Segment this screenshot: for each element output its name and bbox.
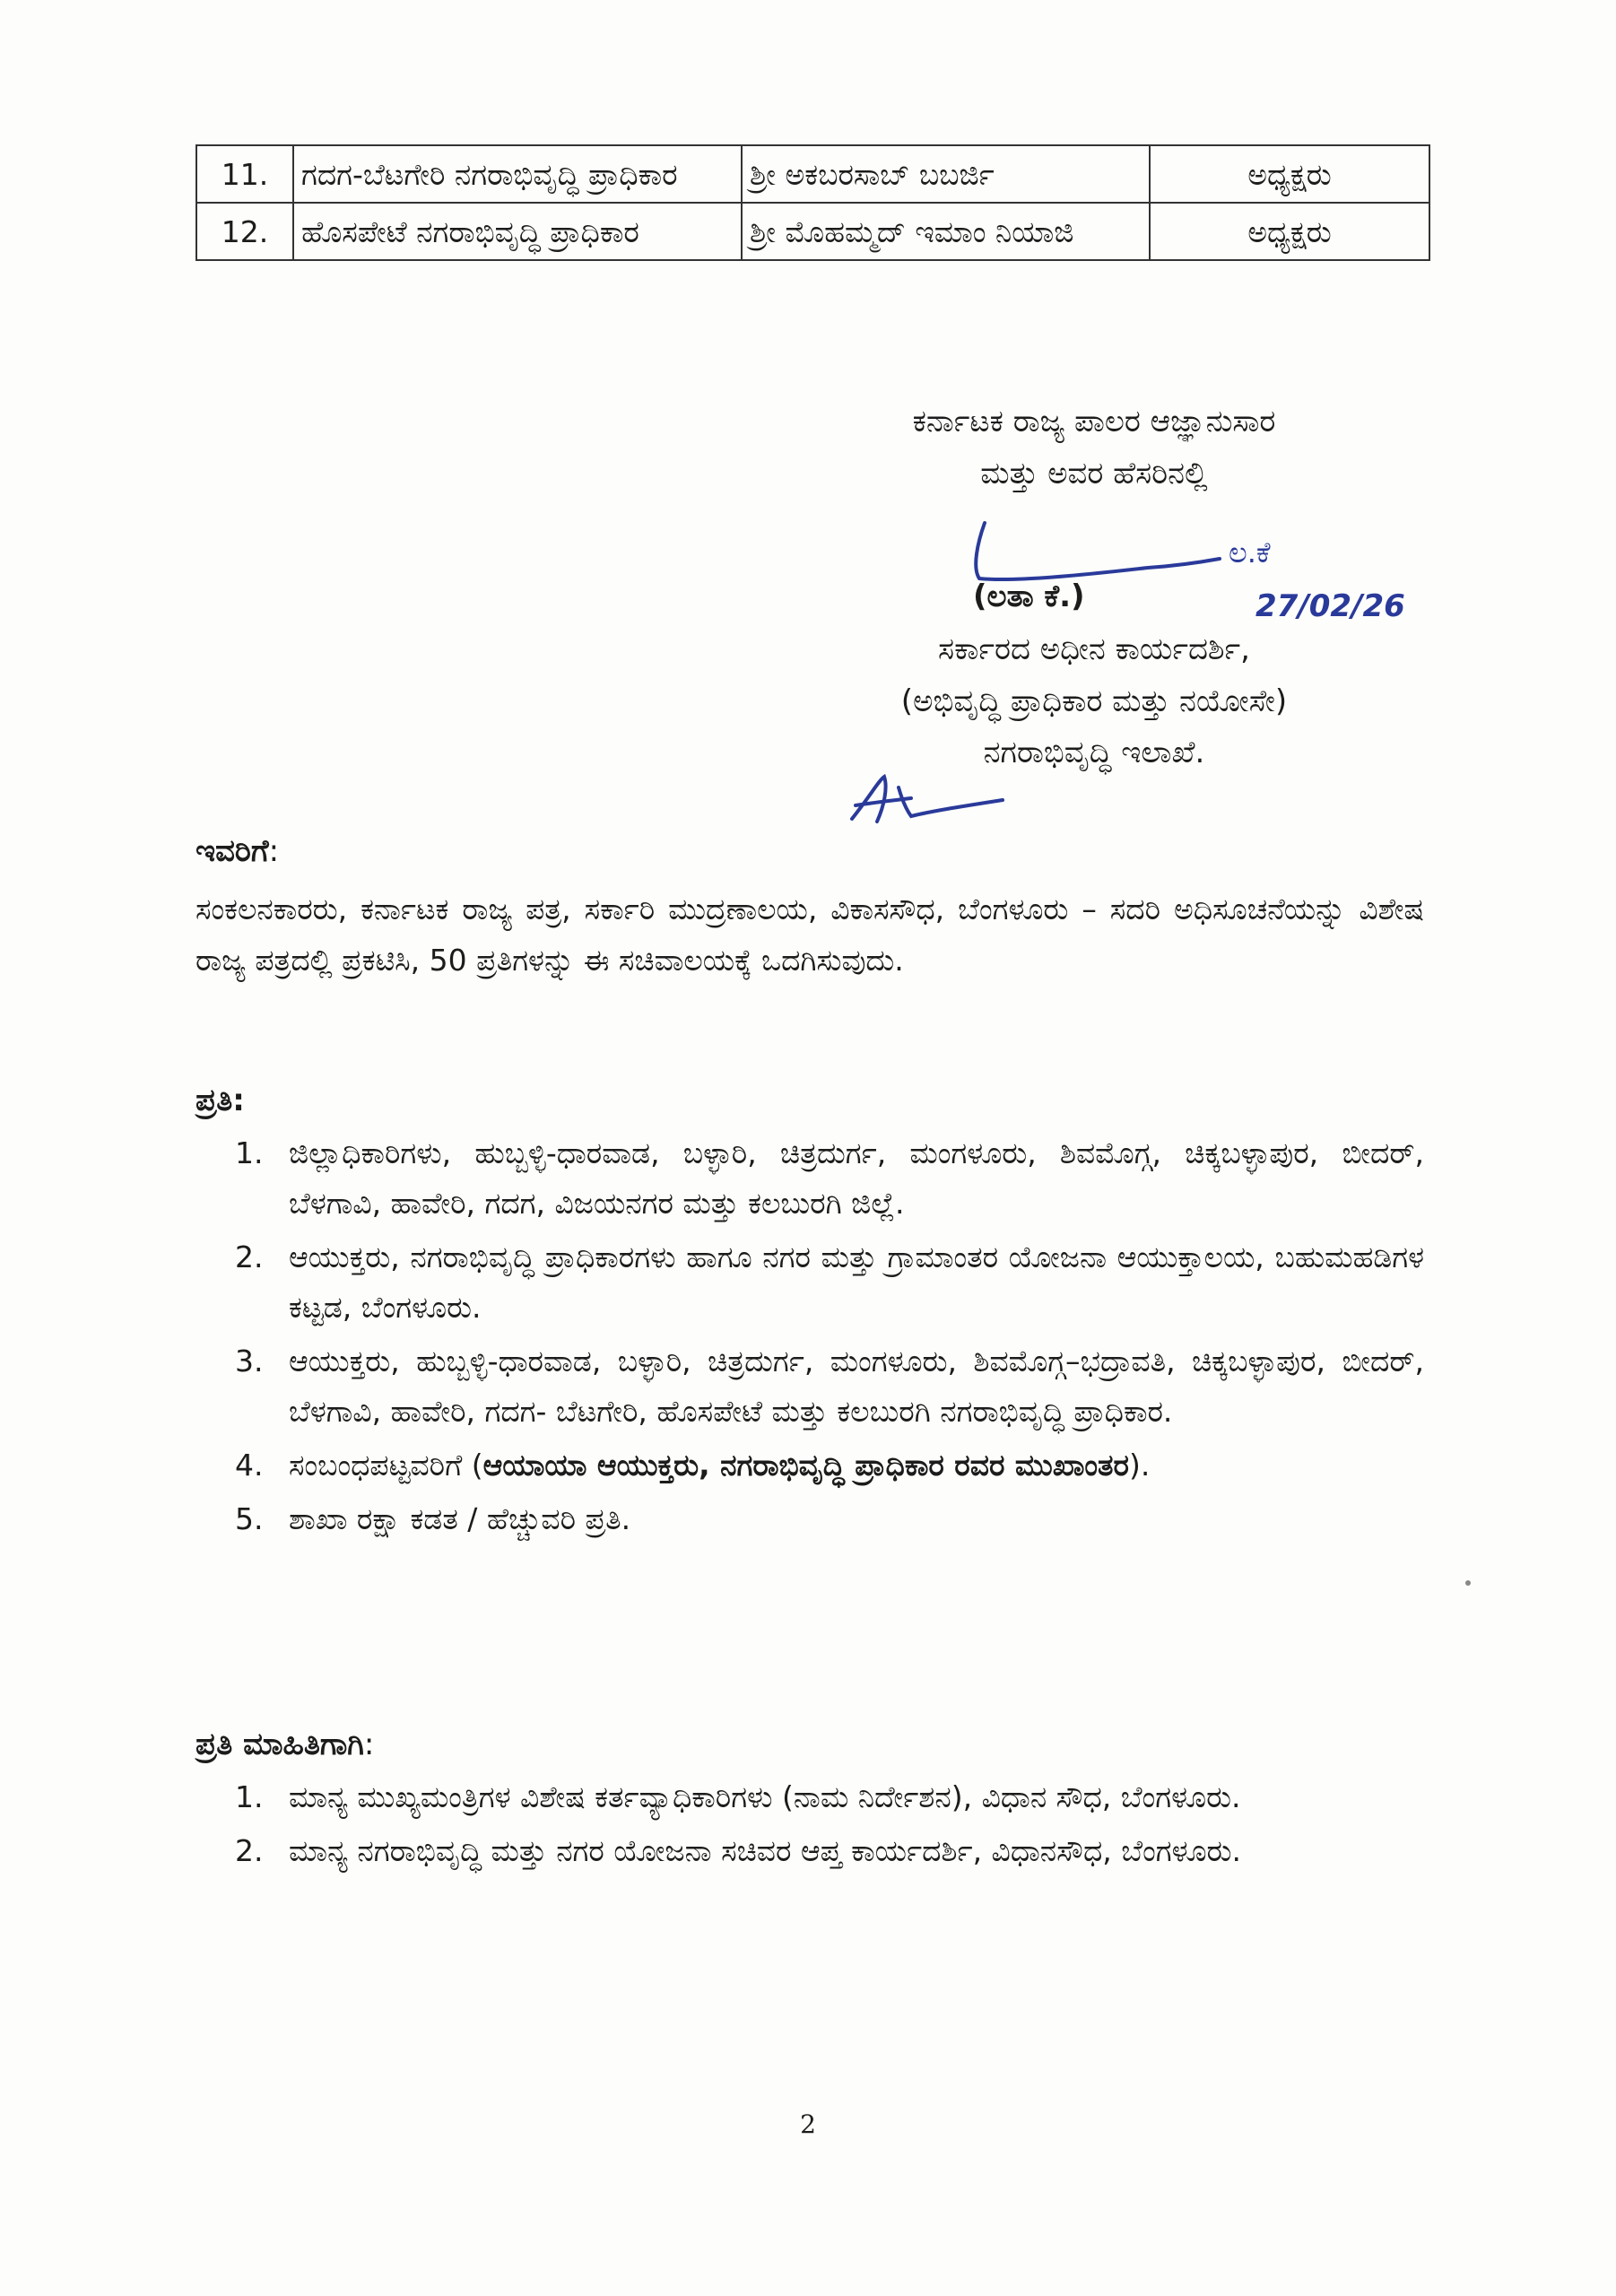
designation-line-2: (ಅಭಿವೃದ್ಧಿ ಪ್ರಾಧಿಕಾರ ಮತ್ತು ನಯೋಸೇ)	[900, 683, 1288, 719]
item-text: ಮಾನ್ಯ ನಗರಾಭಿವೃದ್ಧಿ ಮತ್ತು ನಗರ ಯೋಜನಾ ಸಚಿವರ ಆಪ್ತ ಕಾರ್ಯದರ್ಶಿ, ವಿಧಾನಸೌಧ, ಬೆಂಗಳೂರು.	[289, 1833, 1241, 1868]
item-number: 2.	[235, 1239, 264, 1274]
item-number: 2.	[235, 1833, 264, 1868]
handwritten-initial-mark	[843, 770, 1013, 832]
post-cell: ಅಧ್ಯಕ್ಷರು	[1150, 203, 1429, 260]
member-name-cell: ಶ್ರೀ ಅಕಬರಸಾಬ್ ಬಬರ್ಜಿ	[742, 145, 1150, 203]
table-row	[196, 203, 1429, 260]
info-copy-heading-colon: :	[363, 1726, 375, 1762]
copy-heading: ಪ್ರತಿ:	[195, 1083, 245, 1118]
post-cell: ಅಧ್ಯಕ್ಷರು	[1150, 145, 1429, 203]
designation-line-3: ನಗರಾಭಿವೃದ್ಧಿ ಇಲಾಖೆ.	[983, 735, 1205, 770]
item-number: 1.	[235, 1779, 264, 1814]
row-number: 12.	[196, 203, 293, 260]
signatory-name: (ಲತಾ ಕೆ.)	[973, 578, 1085, 614]
authority-cell: ಹೊಸಪೇಟೆ ನಗರಾಭಿವೃದ್ಧಿ ಪ್ರಾಧಿಕಾರ	[293, 203, 742, 260]
to-paragraph: ಸಂಕಲನಕಾರರು, ಕರ್ನಾಟಕ ರಾಜ್ಯ ಪತ್ರ, ಸರ್ಕಾರಿ ಮುದ್ರಣಾಲಯ, ವಿಕಾಸಸೌಧ, ಬೆಂಗಳೂರು – ಸದರಿ ಅಧಿಸೂಚನೆಯನ್ನು ವಿಶೇಷ ರಾಜ್ಯ ಪತ್ರದಲ್ಲಿ ಪ್ರಕಟಿಸಿ, 50 ಪ್ರತಿಗಳನ್ನು ಈ ಸಚಿವಾಲಯಕ್ಕೆ ಒದಗಿಸುವುದು.	[195, 891, 1424, 978]
item-text-bold: ಆಯಾಯಾ ಆಯುಕ್ತರು, ನಗರಾಭಿವೃದ್ಧಿ ಪ್ರಾಧಿಕಾರ ರವರ ಮುಖಾಂತರ	[482, 1448, 1130, 1483]
item-number: 5.	[235, 1501, 264, 1536]
item-number: 4.	[235, 1448, 264, 1483]
item-text-after: ).	[1129, 1448, 1151, 1483]
order-line-1: ಕರ್ನಾಟಕ ರಾಜ್ಯ ಪಾಲರ ಆಜ್ಞಾನುಸಾರ	[912, 404, 1276, 439]
list-item	[235, 1772, 1424, 1822]
row-number: 11.	[196, 145, 293, 203]
table-row	[196, 145, 1429, 203]
page-number: 2	[800, 2109, 816, 2139]
list-item	[235, 1232, 1424, 1333]
handwritten-date: 27/02/26	[1255, 588, 1405, 623]
item-number: 3.	[235, 1344, 264, 1378]
item-text: ಆಯುಕ್ತರು, ಹುಬ್ಬಳ್ಳಿ-ಧಾರವಾಡ, ಬಳ್ಳಾರಿ, ಚಿತ್ರದುರ್ಗ, ಮಂಗಳೂರು, ಶಿವಮೊಗ್ಗ–ಭದ್ರಾವತಿ, ಚಿಕ್ಕಬಳ್ಳಾಪುರ, ಬೀದರ್, ಬೆಳಗಾವಿ, ಹಾವೇರಿ, ಗದಗ- ಬೆಟಗೇರಿ, ಹೊಸಪೇಟೆ ಮತ್ತು ಕಲಬುರಗಿ ನಗರಾಭಿವೃದ್ಧಿ ಪ್ರಾಧಿಕಾರ.	[289, 1344, 1424, 1429]
item-text: ಮಾನ್ಯ ಮುಖ್ಯಮಂತ್ರಿಗಳ ವಿಶೇಷ ಕರ್ತವ್ಯಾಧಿಕಾರಿಗಳು (ನಾಮ ನಿರ್ದೇಶನ), ವಿಧಾನ ಸೌಧ, ಬೆಂಗಳೂರು.	[289, 1779, 1241, 1814]
scan-speck	[1465, 1580, 1471, 1586]
item-text: ಆಯುಕ್ತರು, ನಗರಾಭಿವೃದ್ಧಿ ಪ್ರಾಧಿಕಾರಗಳು ಹಾಗೂ ನಗರ ಮತ್ತು ಗ್ರಾಮಾಂತರ ಯೋಜನಾ ಆಯುಕ್ತಾಲಯ, ಬಹುಮಹಡಿಗಳ ಕಟ್ಟಡ, ಬೆಂಗಳೂರು.	[289, 1239, 1424, 1325]
list-item	[235, 1440, 1424, 1491]
list-item	[235, 1336, 1424, 1437]
order-line-2: ಮತ್ತು ಅವರ ಹೆಸರಿನಲ್ಲಿ	[980, 456, 1208, 491]
member-name-cell: ಶ್ರೀ ಮೊಹಮ್ಮದ್ ಇಮಾಂ ನಿಯಾಜಿ	[742, 203, 1150, 260]
list-item	[235, 1128, 1424, 1229]
info-copy-heading	[195, 1722, 374, 1767]
copy-list	[235, 1128, 1424, 1548]
designation-line-1: ಸರ್ಕಾರದ ಅಧೀನ ಕಾರ್ಯದರ್ಶಿ,	[938, 631, 1250, 667]
item-text-before: ಸಂಬಂಧಪಟ್ಟವರಿಗೆ (	[289, 1448, 483, 1483]
list-item	[235, 1826, 1424, 1876]
item-text: ಶಾಖಾ ರಕ್ಷಾ ಕಡತ / ಹೆಚ್ಚುವರಿ ಪ್ರತಿ.	[289, 1501, 631, 1536]
item-text: ಜಿಲ್ಲಾಧಿಕಾರಿಗಳು, ಹುಬ್ಬಳ್ಳಿ-ಧಾರವಾಡ, ಬಳ್ಳಾರಿ, ಚಿತ್ರದುರ್ಗ, ಮಂಗಳೂರು, ಶಿವಮೊಗ್ಗ, ಚಿಕ್ಕಬಳ್ಳಾಪುರ, ಬೀದರ್, ಬೆಳಗಾವಿ, ಹಾವೇರಿ, ಗದಗ, ವಿಜಯನಗರ ಮತ್ತು ಕಲಬುರಗಿ ಜಿಲ್ಲೆ.	[289, 1135, 1424, 1221]
item-number: 1.	[235, 1135, 264, 1170]
to-heading-colon: :	[268, 833, 280, 869]
info-copy-list	[235, 1772, 1424, 1880]
to-heading-label: ಇವರಿಗೆ	[195, 833, 269, 869]
info-copy-heading-label: ಪ್ರತಿ ಮಾಹಿತಿಗಾಗಿ	[195, 1726, 364, 1762]
list-item	[235, 1494, 1424, 1544]
authority-cell: ಗದಗ-ಬೆಟಗೇರಿ ನಗರಾಭಿವೃದ್ಧಿ ಪ್ರಾಧಿಕಾರ	[293, 145, 742, 203]
to-heading	[195, 829, 279, 874]
handwritten-initials: ಲ.ಕೆ	[1229, 535, 1271, 570]
authority-table	[195, 144, 1430, 261]
